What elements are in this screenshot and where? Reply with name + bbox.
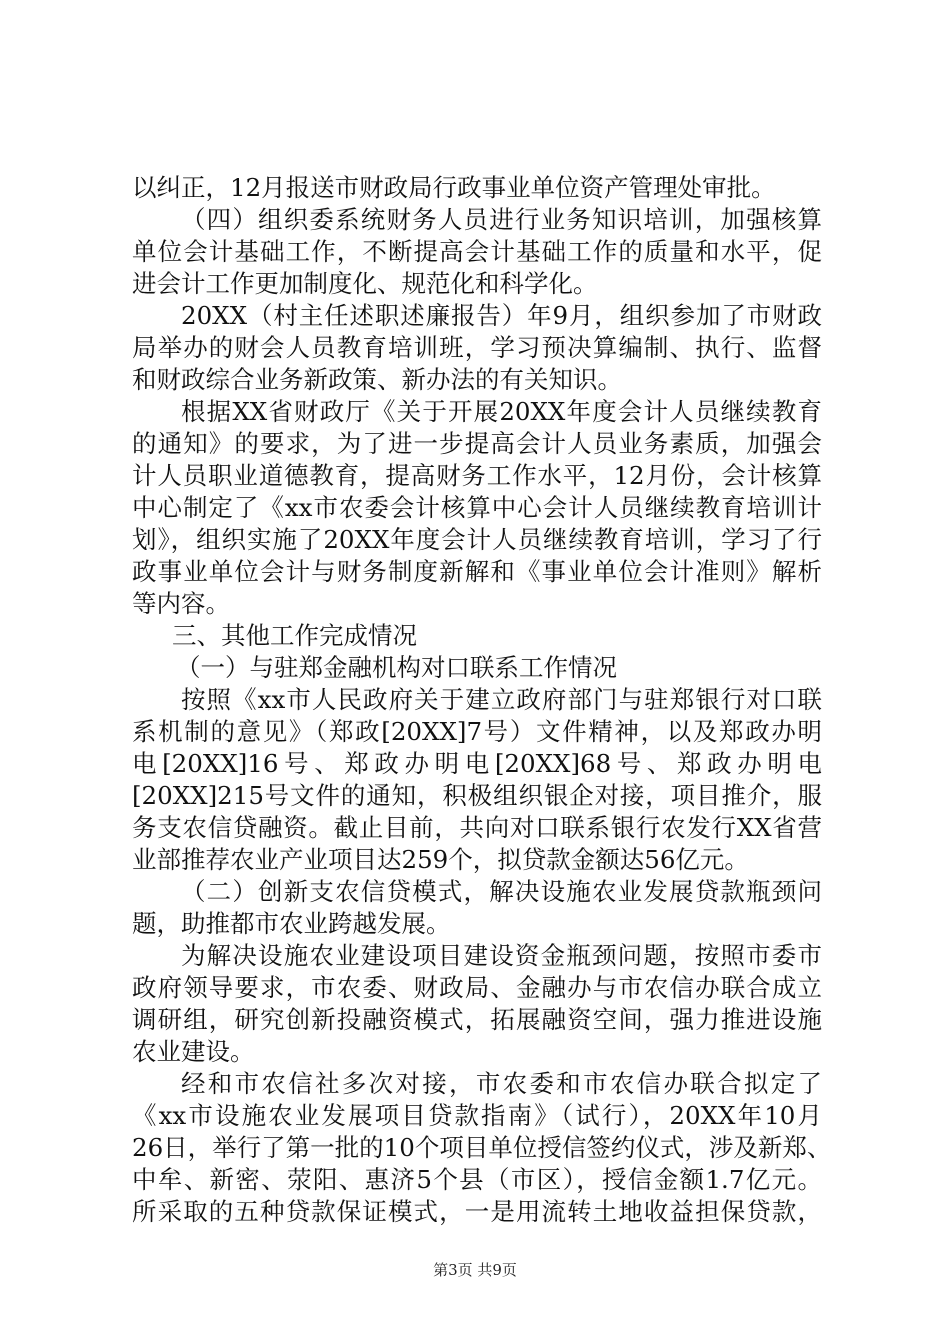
text-line: 《xx市设施农业发展项目贷款指南》（试行），20XX年10月 (132, 1101, 822, 1130)
text-line: [20XX]215号文件的通知，积极组织银企对接，项目推介，服 (132, 781, 822, 810)
text-line: 中心制定了《xx市农委会计核算中心会计人员继续教育培训计 (132, 493, 822, 522)
text-line: 根据XX省财政厅《关于开展20XX年度会计人员继续教育 (181, 397, 822, 426)
text-line: 单位会计基础工作，不断提高会计基础工作的质量和水平，促 (132, 237, 822, 266)
text-line: 进会计工作更加制度化、规范化和科学化。 (132, 269, 598, 298)
text-line: 政府领导要求，市农委、财政局、金融办与市农信办联合成立 (132, 973, 822, 1002)
text-line: 以纠正，12月报送市财政局行政事业单位资产管理处审批。 (132, 173, 776, 202)
text-line: 按照《xx市人民政府关于建立政府部门与驻郑银行对口联 (181, 685, 822, 714)
text-line: 和财政综合业务新政策、新办法的有关知识。 (132, 365, 622, 394)
subsection-heading: （一）与驻郑金融机构对口联系工作情况 (176, 653, 617, 682)
text-line: 题，助推都市农业跨越发展。 (132, 909, 451, 938)
text-line: 为解决设施农业建设项目建设资金瓶颈问题，按照市委市 (181, 941, 822, 970)
text-line: 电[20XX]16号、郑政办明电[20XX]68号、郑政办明电 (132, 749, 822, 778)
page-footer: 第3页 共9页 (433, 1261, 517, 1279)
text-line: 局举办的财会人员教育培训班，学习预决算编制、执行、监督 (132, 333, 822, 362)
text-line: 中牟、新密、荥阳、惠济5个县（市区），授信金额1.7亿元。 (132, 1165, 822, 1194)
text-line: 政事业单位会计与财务制度新解和《事业单位会计准则》解析 (132, 557, 822, 586)
text-line: 农业建设。 (132, 1037, 255, 1066)
text-line: 26日，举行了第一批的10个项目单位授信签约仪式，涉及新郑、 (132, 1133, 832, 1162)
document-body (132, 172, 832, 1228)
text-line: 计人员职业道德教育，提高财务工作水平，12月份，会计核算 (132, 461, 822, 490)
text-line: 所采取的五种贷款保证模式，一是用流转土地收益担保贷款， (132, 1197, 822, 1226)
text-line: 20XX（村主任述职述廉报告）年9月，组织参加了市财政 (181, 301, 822, 330)
text-line: （四）组织委系统财务人员进行业务知识培训，加强核算 (181, 205, 822, 234)
text-line: 经和市农信社多次对接，市农委和市农信办联合拟定了 (181, 1069, 822, 1098)
text-line: 系机制的意见》（郑政[20XX]7号）文件精神，以及郑政办明 (132, 717, 822, 746)
text-line: 务支农信贷融资。截止目前，共向对口联系银行农发行XX省营 (132, 813, 822, 842)
text-line: （二）创新支农信贷模式，解决设施农业发展贷款瓶颈问 (181, 877, 822, 906)
text-line: 业部推荐农业产业项目达259个，拟贷款金额达56亿元。 (132, 845, 749, 874)
text-line: 的通知》的要求，为了进一步提高会计人员业务素质，加强会 (132, 429, 822, 458)
text-line: 等内容。 (132, 589, 230, 618)
section-heading: 三、其他工作完成情况 (172, 621, 417, 650)
text-line: 划》，组织实施了20XX年度会计人员继续教育培训，学习了行 (132, 525, 822, 554)
text-line: 调研组，研究创新投融资模式，拓展融资空间，强力推进设施 (132, 1005, 822, 1034)
